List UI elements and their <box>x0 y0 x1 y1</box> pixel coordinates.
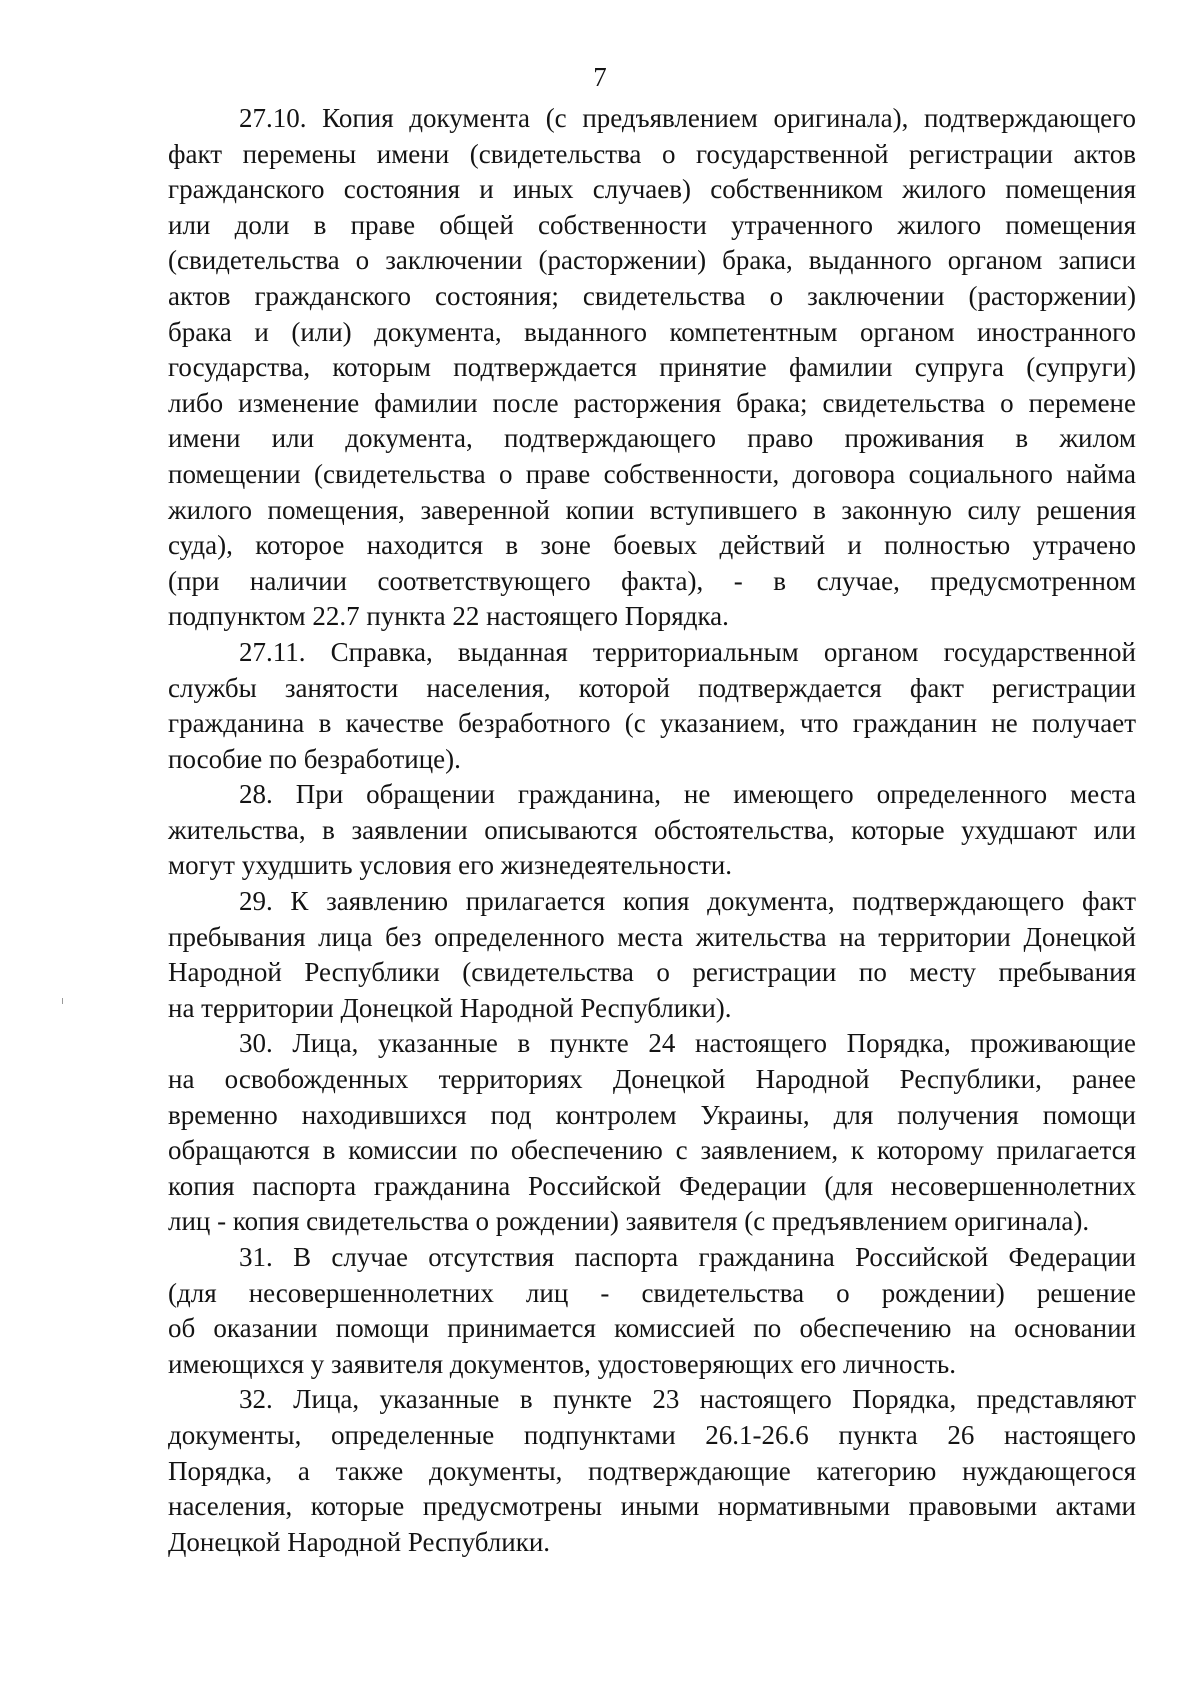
text-line: населения, которые предусмотрены иными нормативными правовыми актами <box>168 1491 1136 1522</box>
text-line: временно находившихся под контролем Украины, для получения помощи <box>168 1099 1136 1130</box>
text-line: копия паспорта гражданина Российской Федерации (для несовершеннолетних <box>168 1170 1136 1201</box>
text-line: 27.11. Справка, выданная территориальным органом государственной <box>239 636 1136 667</box>
text-line: 30. Лица, указанные в пункте 24 настоящего Порядка, проживающие <box>239 1028 1136 1059</box>
document-body <box>168 101 1136 1560</box>
text-line: актов гражданского состояния; свидетельства о заключении (расторжении) <box>168 280 1136 311</box>
text-line: либо изменение фамилии после расторжения брака; свидетельства о перемене <box>168 387 1136 418</box>
text-line: 29. К заявлению прилагается копия документа, подтверждающего факт <box>239 886 1136 917</box>
paragraph <box>168 884 1136 1026</box>
text-line: факт перемены имени (свидетельства о государственной регистрации актов <box>168 138 1136 169</box>
text-line: Народной Республики (свидетельства о регистрации по месту пребывания <box>168 957 1136 988</box>
text-line: или доли в праве общей собственности утраченного жилого помещения <box>168 209 1136 240</box>
text-line: жилого помещения, заверенной копии вступившего в законную силу решения <box>168 494 1136 525</box>
text-line: имеющихся у заявителя документов, удостоверяющих его личность. <box>168 1348 956 1379</box>
text-line: службы занятости населения, которой подтверждается факт регистрации <box>168 672 1136 703</box>
text-line: брака и (или) документа, выданного компетентным органом иностранного <box>168 316 1136 347</box>
text-line: подпунктом 22.7 пункта 22 настоящего Порядка. <box>168 601 729 632</box>
text-line: помещении (свидетельства о праве собственности, договора социального найма <box>168 458 1136 489</box>
page-number: 7 <box>593 62 607 92</box>
paragraph <box>168 1026 1136 1240</box>
paragraph <box>168 635 1136 777</box>
text-line: могут ухудшить условия его жизнедеятельности. <box>168 850 732 881</box>
text-line: (для несовершеннолетних лиц - свидетельства о рождении) решение <box>168 1277 1136 1308</box>
text-line: 28. При обращении гражданина, не имеющего определенного места <box>239 779 1136 810</box>
text-line: гражданина в качестве безработного (с указанием, что гражданин не получает <box>168 708 1136 739</box>
text-line: гражданского состояния и иных случаев) собственником жилого помещения <box>168 174 1136 205</box>
text-line: 31. В случае отсутствия паспорта гражданина Российской Федерации <box>239 1242 1136 1272</box>
text-line: государства, которым подтверждается принятие фамилии супруга (супруги) <box>168 352 1136 383</box>
text-line: 27.10. Копия документа (с предъявлением оригинала), подтверждающего <box>239 103 1136 133</box>
text-line: имени или документа, подтверждающего право проживания в жилом <box>168 423 1136 454</box>
text-line: на территории Донецкой Народной Республики). <box>168 992 732 1023</box>
text-line: (при наличии соответствующего факта), - в случае, предусмотренном <box>168 565 1136 596</box>
paragraph <box>168 1240 1136 1382</box>
text-line: обращаются в комиссии по обеспечению с заявлением, к которому прилагается <box>168 1135 1136 1166</box>
paragraph <box>168 1382 1136 1560</box>
paragraph <box>168 101 1136 635</box>
text-line: 32. Лица, указанные в пункте 23 настоящего Порядка, представляют <box>239 1384 1136 1415</box>
scan-margin-mark <box>62 998 63 1004</box>
text-line: на освобожденных территориях Донецкой Народной Республики, ранее <box>168 1064 1136 1095</box>
paragraph <box>168 777 1136 884</box>
text-line: пребывания лица без определенного места жительства на территории Донецкой <box>168 921 1136 952</box>
text-line: суда), которое находится в зоне боевых действий и полностью утрачено <box>168 530 1136 561</box>
text-line: жительства, в заявлении описываются обстоятельства, которые ухудшают или <box>168 814 1136 845</box>
text-line: Порядка, а также документы, подтверждающие категорию нуждающегося <box>168 1455 1136 1486</box>
text-line: лиц - копия свидетельства о рождении) заявителя (с предъявлением оригинала). <box>168 1206 1090 1237</box>
text-line: Донецкой Народной Республики. <box>168 1526 551 1557</box>
text-line: документы, определенные подпунктами 26.1-26.6 пункта 26 настоящего <box>168 1419 1136 1450</box>
text-line: пособие по безработице). <box>168 743 461 774</box>
text-line: (свидетельства о заключении (расторжении) брака, выданного органом записи <box>168 245 1136 276</box>
text-line: об оказании помощи принимается комиссией по обеспечению на основании <box>168 1313 1136 1344</box>
